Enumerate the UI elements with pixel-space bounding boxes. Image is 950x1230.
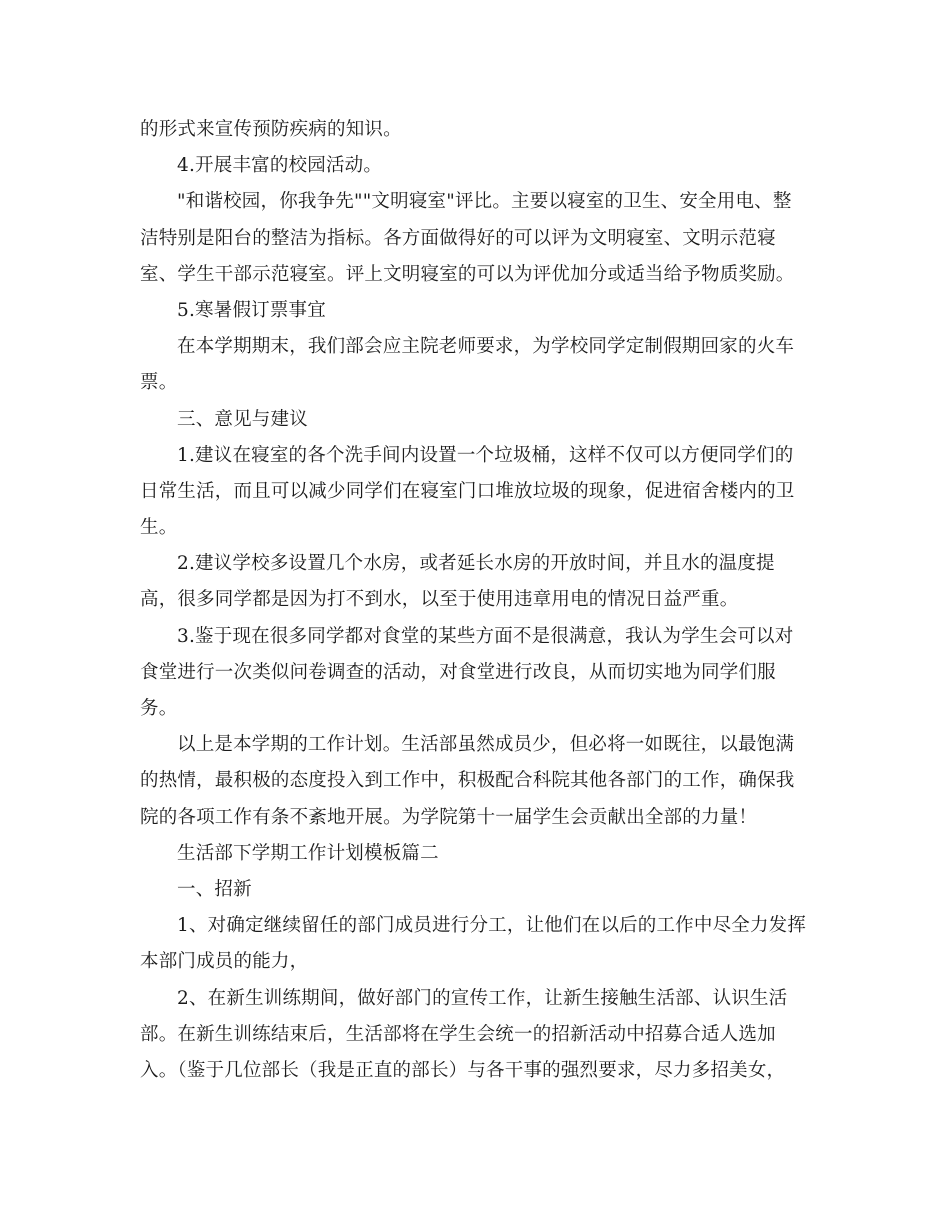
text-line: 部。在新生训练结束后，生活部将在学生会统一的招新活动中招募合适人选加 bbox=[140, 1023, 776, 1045]
text-line: 三、意见与建议 bbox=[177, 408, 308, 430]
text-line: 生。 bbox=[140, 517, 178, 539]
document-body bbox=[140, 112, 810, 1089]
text-line: 4.开展丰富的校园活动。 bbox=[177, 155, 383, 177]
text-line: 1.建议在寝室的各个洗手间内设置一个垃圾桶，这样不仅可以方便同学们的 bbox=[177, 444, 794, 466]
text-line: 入。（鉴于几位部长（我是正直的部长）与各干事的强烈要求，尽力多招美女， bbox=[140, 1059, 786, 1081]
text-line: "和谐校园，你我争先""文明寝室"评比。主要以寝室的卫生、安全用电、整 bbox=[177, 191, 792, 213]
text-line: 的形式来宣传预防疾病的知识。 bbox=[140, 119, 402, 140]
text-line: 室、学生干部示范寝室。评上文明寝室的可以为评优加分或适当给予物质奖励。 bbox=[140, 263, 795, 285]
text-line: 以上是本学期的工作计划。生活部虽然成员少，但必将一如既往，以最饱满 bbox=[177, 734, 795, 756]
text-line: 2.建议学校多设置几个水房，或者延长水房的开放时间，并且水的温度提 bbox=[177, 553, 775, 575]
text-line: 本部门成员的能力， bbox=[140, 951, 309, 973]
text-line: 食堂进行一次类似问卷调查的活动，对食堂进行改良，从而切实地为同学们服 bbox=[140, 661, 776, 683]
text-line: 院的各项工作有条不紊地开展。为学院第十一届学生会贡献出全部的力量！ bbox=[140, 806, 758, 828]
text-line: 洁特别是阳台的整洁为指标。各方面做得好的可以评为文明寝室、文明示范寝 bbox=[140, 227, 776, 249]
text-line: 日常生活，而且可以减少同学们在寝室门口堆放垃圾的现象，促进宿舍楼内的卫 bbox=[140, 480, 795, 502]
text-line: 1、对确定继续留任的部门成员进行分工，让他们在以后的工作中尽全力发挥 bbox=[177, 915, 807, 937]
text-line: 2、在新生训练期间，做好部门的宣传工作，让新生接触生活部、认识生活 bbox=[177, 987, 788, 1009]
text-line: 一、招新 bbox=[177, 878, 252, 900]
text-line: 务。 bbox=[140, 698, 178, 719]
text-line: 5.寒暑假订票事宜 bbox=[177, 299, 326, 321]
text-line: 的热情，最积极的态度投入到工作中，积极配合科院其他各部门的工作，确保我 bbox=[140, 770, 795, 792]
text-line: 3.鉴于现在很多同学都对食堂的某些方面不是很满意，我认为学生会可以对 bbox=[177, 625, 794, 647]
text-line: 高，很多同学都是因为打不到水，以至于使用违章用电的情况日益严重。 bbox=[140, 589, 739, 611]
text-line: 票。 bbox=[140, 372, 178, 394]
text-line: 在本学期期末，我们部会应主院老师要求，为学校同学定制假期回家的火车 bbox=[177, 336, 795, 358]
text-line: 生活部下学期工作计划模板篇二 bbox=[177, 842, 439, 864]
